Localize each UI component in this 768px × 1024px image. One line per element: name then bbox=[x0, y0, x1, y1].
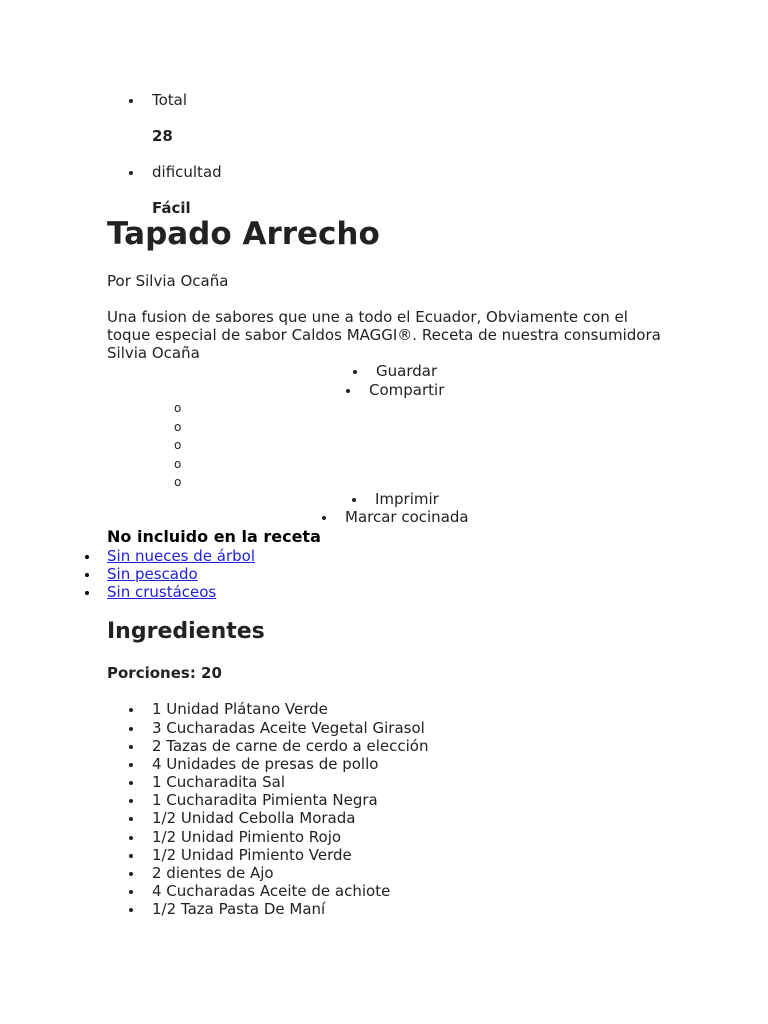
list-bullet bbox=[129, 99, 133, 103]
list-bullet bbox=[129, 708, 133, 712]
exclusion-link-tree-nuts[interactable]: Sin nueces de árbol bbox=[107, 547, 256, 565]
share-option-3[interactable]: o bbox=[174, 438, 182, 452]
list-bullet bbox=[129, 781, 133, 785]
list-bullet bbox=[346, 389, 350, 393]
ingredient-item: 4 Cucharadas Aceite de achiote bbox=[152, 882, 391, 900]
ingredient-item: 1/2 Unidad Pimiento Verde bbox=[152, 846, 352, 864]
portions-label: Porciones: 20 bbox=[107, 664, 222, 682]
ingredient-item: 1 Cucharadita Sal bbox=[152, 773, 286, 791]
share-option-2[interactable]: o bbox=[174, 420, 182, 434]
list-bullet bbox=[353, 370, 357, 374]
list-bullet bbox=[322, 516, 326, 520]
exclusion-link-shellfish[interactable]: Sin crustáceos bbox=[107, 583, 217, 601]
share-button[interactable]: Compartir bbox=[369, 381, 445, 399]
ingredients-heading: Ingredientes bbox=[107, 619, 265, 644]
total-time-value: 28 bbox=[152, 127, 173, 145]
list-bullet bbox=[129, 872, 133, 876]
exclusions-heading: No incluido en la receta bbox=[107, 527, 321, 546]
ingredient-item: 1 Cucharadita Pimienta Negra bbox=[152, 791, 378, 809]
ingredient-item: 1/2 Taza Pasta De Maní bbox=[152, 900, 326, 918]
list-bullet bbox=[85, 591, 89, 595]
ingredient-item: 4 Unidades de presas de pollo bbox=[152, 755, 379, 773]
ingredient-item: 1 Unidad Plátano Verde bbox=[152, 700, 328, 718]
list-bullet bbox=[85, 573, 89, 577]
list-bullet bbox=[129, 817, 133, 821]
list-bullet bbox=[85, 555, 89, 559]
print-button[interactable]: Imprimir bbox=[375, 490, 439, 508]
list-bullet bbox=[129, 908, 133, 912]
ingredient-item: 3 Cucharadas Aceite Vegetal Girasol bbox=[152, 719, 425, 737]
list-bullet bbox=[129, 171, 133, 175]
list-bullet bbox=[129, 854, 133, 858]
total-time-label: Total bbox=[152, 91, 188, 109]
list-bullet bbox=[352, 498, 356, 502]
save-button[interactable]: Guardar bbox=[376, 362, 438, 380]
exclusion-link-fish[interactable]: Sin pescado bbox=[107, 565, 198, 583]
ingredient-item: 2 Tazas de carne de cerdo a elección bbox=[152, 737, 429, 755]
recipe-description: Una fusion de sabores que une a todo el Ecuador, Obviamente con el toque especial de sabor Caldos MAGGI®. Receta de nuestra consumidora Silvia Ocaña bbox=[107, 308, 661, 362]
list-bullet bbox=[129, 890, 133, 894]
share-option-1[interactable]: o bbox=[174, 401, 182, 415]
ingredient-item: 1/2 Unidad Pimiento Rojo bbox=[152, 828, 342, 846]
share-option-5[interactable]: o bbox=[174, 475, 182, 489]
recipe-title: Tapado Arrecho bbox=[107, 216, 380, 252]
ingredient-item: 1/2 Unidad Cebolla Morada bbox=[152, 809, 356, 827]
list-bullet bbox=[129, 727, 133, 731]
mark-cooked-button[interactable]: Marcar cocinada bbox=[345, 508, 469, 526]
share-option-4[interactable]: o bbox=[174, 457, 182, 471]
ingredient-item: 2 dientes de Ajo bbox=[152, 864, 274, 882]
difficulty-value: Fácil bbox=[152, 199, 191, 217]
list-bullet bbox=[129, 745, 133, 749]
recipe-author: Por Silvia Ocaña bbox=[107, 272, 229, 290]
difficulty-label: dificultad bbox=[152, 163, 222, 181]
list-bullet bbox=[129, 836, 133, 840]
list-bullet bbox=[129, 763, 133, 767]
list-bullet bbox=[129, 799, 133, 803]
